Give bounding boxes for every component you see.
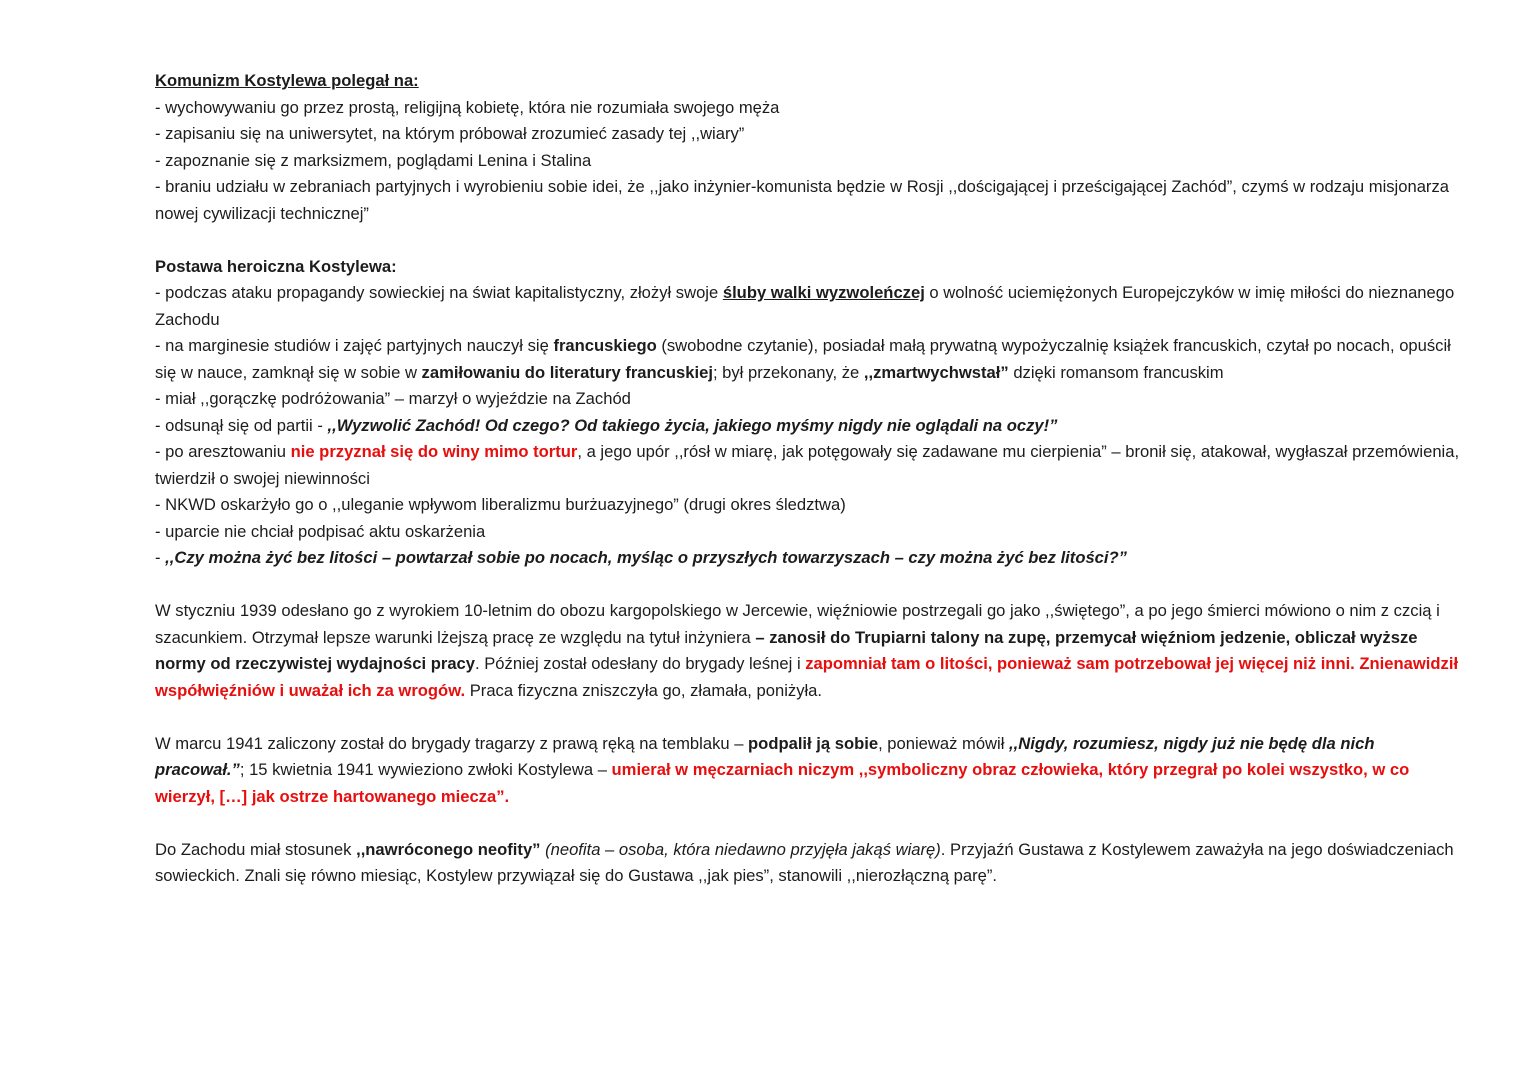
list-item-uniwersytet: [155, 121, 1463, 148]
text-run: ,,Wyzwolić Zachód! Od czego? Od takiego życia, jakiego myśmy nigdy nie oglądali na oczy!”: [327, 415, 1058, 435]
list-item-goraczka: [155, 386, 1463, 413]
text-run: ,,nawróconego neofity”: [356, 839, 541, 859]
list-item-wychowywanie: [155, 95, 1463, 122]
text-run: - NKWD oskarżyło go o ,,uleganie wpływom liberalizmu burżuazyjnego” (drugi okres śledztwa): [155, 495, 846, 514]
text-run: nie przyznał się do winy mimo tortur: [290, 442, 578, 461]
heading-komunizm: [155, 68, 1463, 95]
list-item-marksizm: [155, 148, 1463, 175]
list-item-litosc: [155, 545, 1463, 572]
paragraph-zachod-neofita: [155, 837, 1463, 890]
text-run: (neofita – osoba, która niedawno przyjęła jakąś wiarę): [545, 839, 941, 859]
text-run: - na marginesie studiów i zajęć partyjnych nauczył się: [155, 336, 554, 355]
text-run: W marcu 1941 zaliczony został do brygady tragarzy z prawą ręką na temblaku –: [155, 733, 749, 753]
text-run: ,,Nigdy, rozumiesz, nigdy już nie będę dla nich pracował.”: [155, 733, 1380, 779]
text-run: zamiłowaniu do literatury francuskiej: [421, 362, 713, 382]
list-item-nkwd: [155, 492, 1463, 519]
text-run: podpalił ją sobie: [748, 733, 879, 753]
text-run: - zapoznanie się z marksizmem, poglądami Lenina i Stalina: [155, 150, 592, 170]
paragraph-marzec-1941: [155, 731, 1463, 811]
text-run: - zapisaniu się na uniwersytet, na którym próbował zrozumieć zasady tej ,,wiary”: [155, 124, 745, 143]
list-item-sluby: [155, 280, 1463, 333]
blank-line: [155, 810, 1463, 837]
text-run: śluby walki wyzwoleńczej: [722, 283, 925, 302]
text-run: umierał w męczarniach niczym ,,symboliczny obraz człowieka, który przegrał po kolei wszystko, w co wierzył, […] jak ostrze hartowanego miecza”.: [155, 760, 1414, 806]
text-run: Do Zachodu miał stosunek: [155, 839, 357, 859]
text-run: zapomniał tam o litości, ponieważ sam potrzebował jej więcej niż inni. Znienawidził współwięźniów i uważał ich za wrogów.: [155, 654, 1463, 700]
text-run: W styczniu 1939 odesłano go z wyrokiem 10-letnim do obozu kargopolskiego w Jercewie, więźniowie postrzegali go jako ,,świętego”, a po jego śmierci mówiono o nim z czcią i szacunkiem. Otrzymał lepsze warunki lżejszą pracę ze względu na tytuł inżyniera: [155, 601, 1445, 647]
text-run: - miał ,,gorączkę podróżowania” – marzył o wyjeździe na Zachód: [155, 389, 631, 408]
text-run: , ponieważ mówił: [878, 733, 1010, 753]
text-run: -: [155, 548, 166, 567]
text-run: ,,zmartwychwstał”: [863, 362, 1009, 382]
text-run: . Później został odesłany do brygady leśnej i: [475, 654, 806, 673]
list-item-aresztowanie: [155, 439, 1463, 492]
list-item-uparcie: [155, 519, 1463, 546]
text-run: - po aresztowaniu: [155, 442, 291, 461]
blank-line: [155, 704, 1463, 731]
text-run: – zanosił do Trupiarni talony na zupę, przemycał więźniom jedzenie, obliczał wyższe normy od rzeczywistej wydajności pracy: [155, 627, 1423, 673]
text-run: francuskiego: [553, 336, 657, 355]
text-run: Postawa heroiczna Kostylewa:: [155, 256, 397, 276]
text-run: - odsunął się od partii -: [155, 415, 328, 435]
text-run: - uparcie nie chciał podpisać aktu oskarżenia: [155, 521, 486, 541]
text-run: dzięki romansom francuskim: [1008, 362, 1224, 382]
blank-line: [155, 227, 1463, 254]
text-run: , a jego upór ,,rósł w miarę, jak potęgowały się zadawane mu cierpienia” – bronił się, atakował, wygłaszał przemówienia, twierdził o swojej niewinności: [155, 442, 1464, 488]
text-run: - podczas ataku propagandy sowieckiej na świat kapitalistyczny, złożył swoje: [155, 283, 723, 302]
list-item-odsunal: [155, 413, 1463, 440]
heading-postawa: [155, 254, 1463, 281]
list-item-francuski: [155, 333, 1463, 386]
text-run: - braniu udziału w zebraniach partyjnych i wyrobieniu sobie idei, że ,,jako inżynier-komunista będzie w Rosji ,,dościgającej i prześcigającej Zachód”, czymś w rodzaju misjonarza nowej cywilizacji technicznej”: [155, 177, 1454, 223]
document-body: [155, 68, 1463, 890]
text-run: Komunizm Kostylewa polegał na:: [155, 71, 419, 90]
text-run: (swobodne czytanie), posiadał małą prywatną wypożyczalnię książek francuskich, czytał po nocach, opuścił się w nauce, zamknął się w sobie w: [155, 336, 1456, 382]
text-run: ,,Czy można żyć bez litości – powtarzał sobie po nocach, myśląc o przyszłych towarzyszach – czy można żyć bez litości?”: [165, 548, 1127, 567]
text-run: . Przyjaźń Gustawa z Kostylewem zaważyła na jego doświadczeniach sowieckich. Znali się równo miesiąc, Kostylew przywiązał się do Gustawa ,,jak pies”, stanowili ,,nierozłączną parę”.: [155, 839, 1459, 885]
text-run: o wolność uciemiężonych Europejczyków w imię miłości do nieznanego Zachodu: [155, 283, 1459, 329]
text-run: - wychowywaniu go przez prostą, religijną kobietę, która nie rozumiała swojego męża: [155, 97, 780, 117]
paragraph-styczen-1939: [155, 598, 1463, 704]
text-run: Praca fizyczna zniszczyła go, złamała, poniżyła.: [465, 680, 823, 700]
text-run: ; był przekonany, że: [712, 362, 864, 382]
list-item-zebrania: [155, 174, 1463, 227]
text-run: ; 15 kwietnia 1941 wywieziono zwłoki Kostylewa –: [239, 760, 612, 779]
blank-line: [155, 572, 1463, 599]
